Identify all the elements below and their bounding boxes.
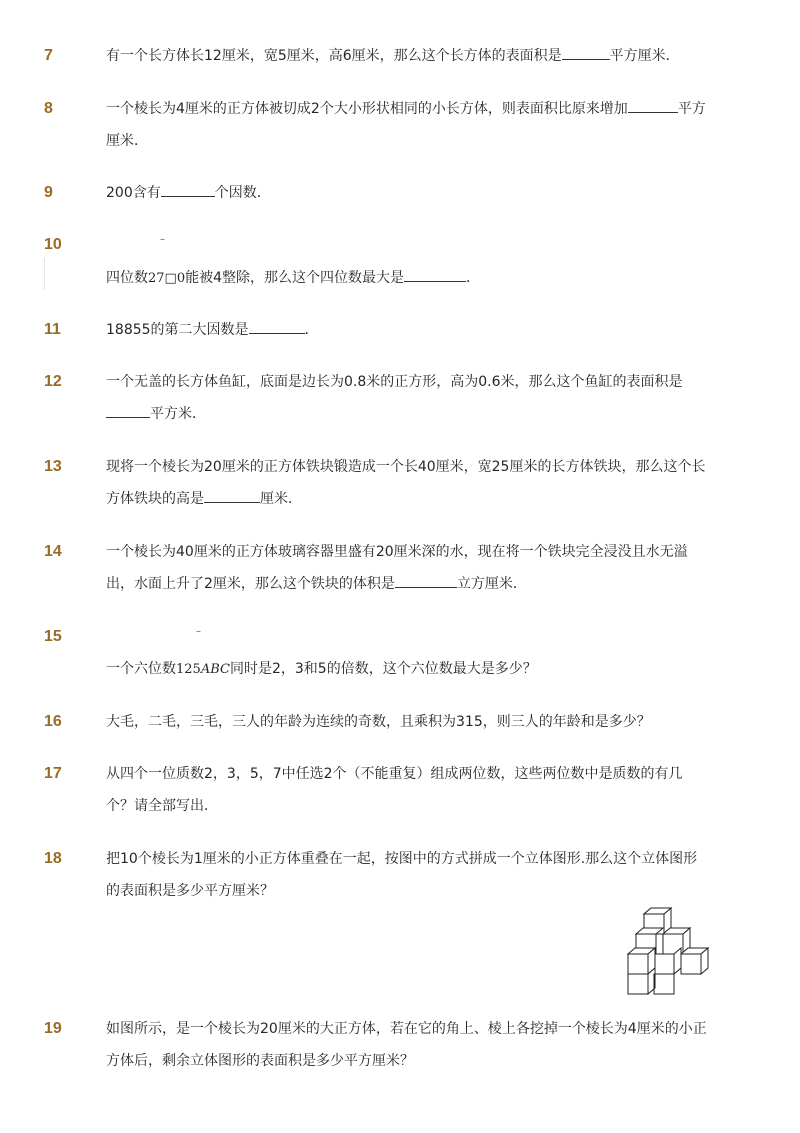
answer-blank[interactable]	[395, 573, 457, 588]
overline-mark: –	[196, 626, 201, 637]
question-number: 17	[44, 765, 62, 782]
question-text: 一个无盖的长方体鱼缸，底面是边长为0.8米的正方形，高为0.6米，那么这个鱼缸的表面积是	[106, 374, 683, 390]
overline-mark: –	[160, 234, 165, 245]
question-text-line-2: 厘米．	[106, 133, 148, 149]
question-text: 四位数27□0能被4整除，那么这个四位数最大是 ．	[106, 267, 480, 290]
answer-blank[interactable]	[404, 267, 466, 282]
question-number: 15	[44, 628, 62, 645]
question-text-line-2: 方体后，剩余立体图形的表面积是多少平方厘米？	[106, 1053, 414, 1069]
answer-blank[interactable]	[249, 319, 305, 334]
number-expression: 27□0	[148, 271, 186, 286]
question-text: 有一个长方体长12厘米，宽5厘米，高6厘米，那么这个长方体的表面积是 平方厘米．	[106, 45, 680, 67]
question-number: 7	[44, 47, 53, 64]
answer-blank[interactable]	[628, 98, 678, 113]
question-text: 大毛，二毛，三毛，三人的年龄为连续的奇数，且乘积为315，则三人的年龄和是多少？	[106, 714, 651, 730]
question-text: 200含有 个因数．	[106, 182, 271, 204]
question-number: 19	[44, 1020, 62, 1037]
question-number: 16	[44, 713, 62, 730]
question-number: 18	[44, 850, 62, 867]
question-text: 现将一个棱长为20厘米的正方体铁块锻造成一个长40厘米，宽25厘米的长方体铁块，那么这个长	[106, 459, 706, 475]
question-text: 18855的第二大因数是 ．	[106, 319, 319, 341]
stacked-cubes-figure	[626, 904, 718, 1000]
question-text: 从四个一位质数2，3，5，7中任选2个（不能重复）组成两位数，这些两位数中是质数的有几	[106, 766, 683, 782]
question-number: 9	[44, 184, 53, 201]
question-number: 12	[44, 373, 62, 390]
question-text-line-2: 个？请全部写出．	[106, 798, 218, 814]
question-number: 8	[44, 100, 53, 117]
question-text-line-2: 的表面积是多少平方厘米？	[106, 883, 274, 899]
question-number: 13	[44, 458, 62, 475]
question-number: 10	[44, 236, 62, 253]
question-text: 如图所示，是一个棱长为20厘米的大正方体，若在它的角上、棱上各挖掉一个棱长为4厘米的小正	[106, 1021, 707, 1037]
margin-line	[44, 258, 45, 290]
question-text: 一个棱长为4厘米的正方体被切成2个大小形状相同的小长方体，则表面积比原来增加 平方	[106, 98, 706, 120]
stacked-cubes-icon	[626, 904, 718, 996]
number-expression-variable: ABC	[200, 662, 230, 677]
answer-blank[interactable]	[204, 488, 260, 503]
question-number: 14	[44, 543, 62, 560]
question-text: 把10个棱长为1厘米的小正方体重叠在一起，按图中的方式拼成一个立体图形.那么这个立体图形	[106, 851, 698, 867]
question-number: 11	[44, 321, 61, 338]
answer-blank[interactable]	[106, 403, 150, 418]
answer-blank[interactable]	[562, 45, 610, 60]
question-text: 一个六位数125ABC同时是2，3和5的倍数，这个六位数最大是多少？	[106, 661, 537, 677]
question-text-line-2: 平方米．	[106, 403, 206, 425]
number-expression: 125	[176, 662, 201, 677]
question-text-line-2: 方体铁块的高是 厘米．	[106, 488, 302, 510]
question-text: 一个棱长为40厘米的正方体玻璃容器里盛有20厘米深的水，现在将一个铁块完全浸没且水无溢	[106, 544, 688, 560]
answer-blank[interactable]	[161, 182, 215, 197]
question-text-line-2: 出，水面上升了2厘米，那么这个铁块的体积是 立方厘米．	[106, 573, 527, 595]
